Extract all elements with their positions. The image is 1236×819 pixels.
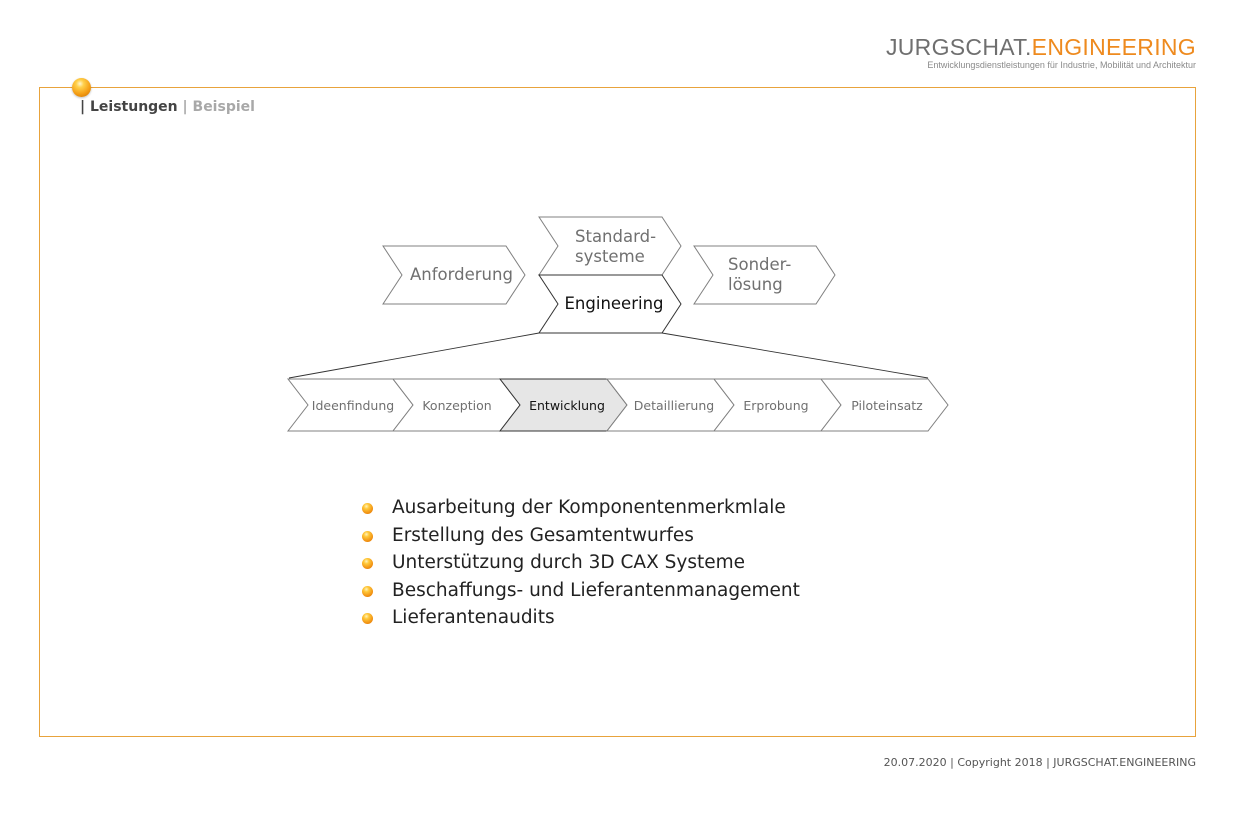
zoom-line-left xyxy=(289,333,539,378)
phase-label: Ideenfindung xyxy=(311,398,395,413)
breadcrumb-next: | Beispiel xyxy=(182,99,255,115)
bullet-list xyxy=(362,494,800,632)
list-item: Beschaffungs- und Lieferantenmanagement xyxy=(362,577,800,605)
label-engineering: Engineering xyxy=(564,294,664,313)
phase-label: Piloteinsatz xyxy=(851,398,923,413)
bullet-icon xyxy=(362,613,373,624)
phase-label: Konzeption xyxy=(422,398,492,413)
phase-label: Erprobung xyxy=(743,398,809,413)
phase-label: Detaillierung xyxy=(633,398,715,413)
list-item: Ausarbeitung der Komponentenmerkmlale xyxy=(362,494,800,522)
logo-wordmark: JURGSCHAT.ENGINEERING xyxy=(885,34,1196,60)
phase-label: Entwicklung xyxy=(529,398,605,413)
list-item: Erstellung des Gesamtentwurfes xyxy=(362,522,800,550)
chevron-standardsysteme xyxy=(539,217,681,275)
bullet-icon xyxy=(362,503,373,514)
label-sonderloesung: Sonder-lösung xyxy=(728,255,792,294)
breadcrumb-current: | Leistungen xyxy=(80,99,178,115)
bullet-icon xyxy=(362,558,373,569)
footer-text: 20.07.2020 | Copyright 2018 | JURGSCHAT.ENGINEERING xyxy=(883,756,1196,769)
bullet-icon xyxy=(362,586,373,597)
label-anforderung: Anforderung xyxy=(410,265,513,284)
zoom-line-right xyxy=(662,333,928,378)
bullet-icon xyxy=(362,531,373,542)
logo-tagline: Entwicklungsdienstleistungen für Industrie, Mobilität und Architektur xyxy=(927,60,1196,70)
label-standardsysteme: Standard-systeme xyxy=(575,227,657,266)
list-item: Lieferantenaudits xyxy=(362,604,800,632)
list-item: Unterstützung durch 3D CAX Systeme xyxy=(362,549,800,577)
